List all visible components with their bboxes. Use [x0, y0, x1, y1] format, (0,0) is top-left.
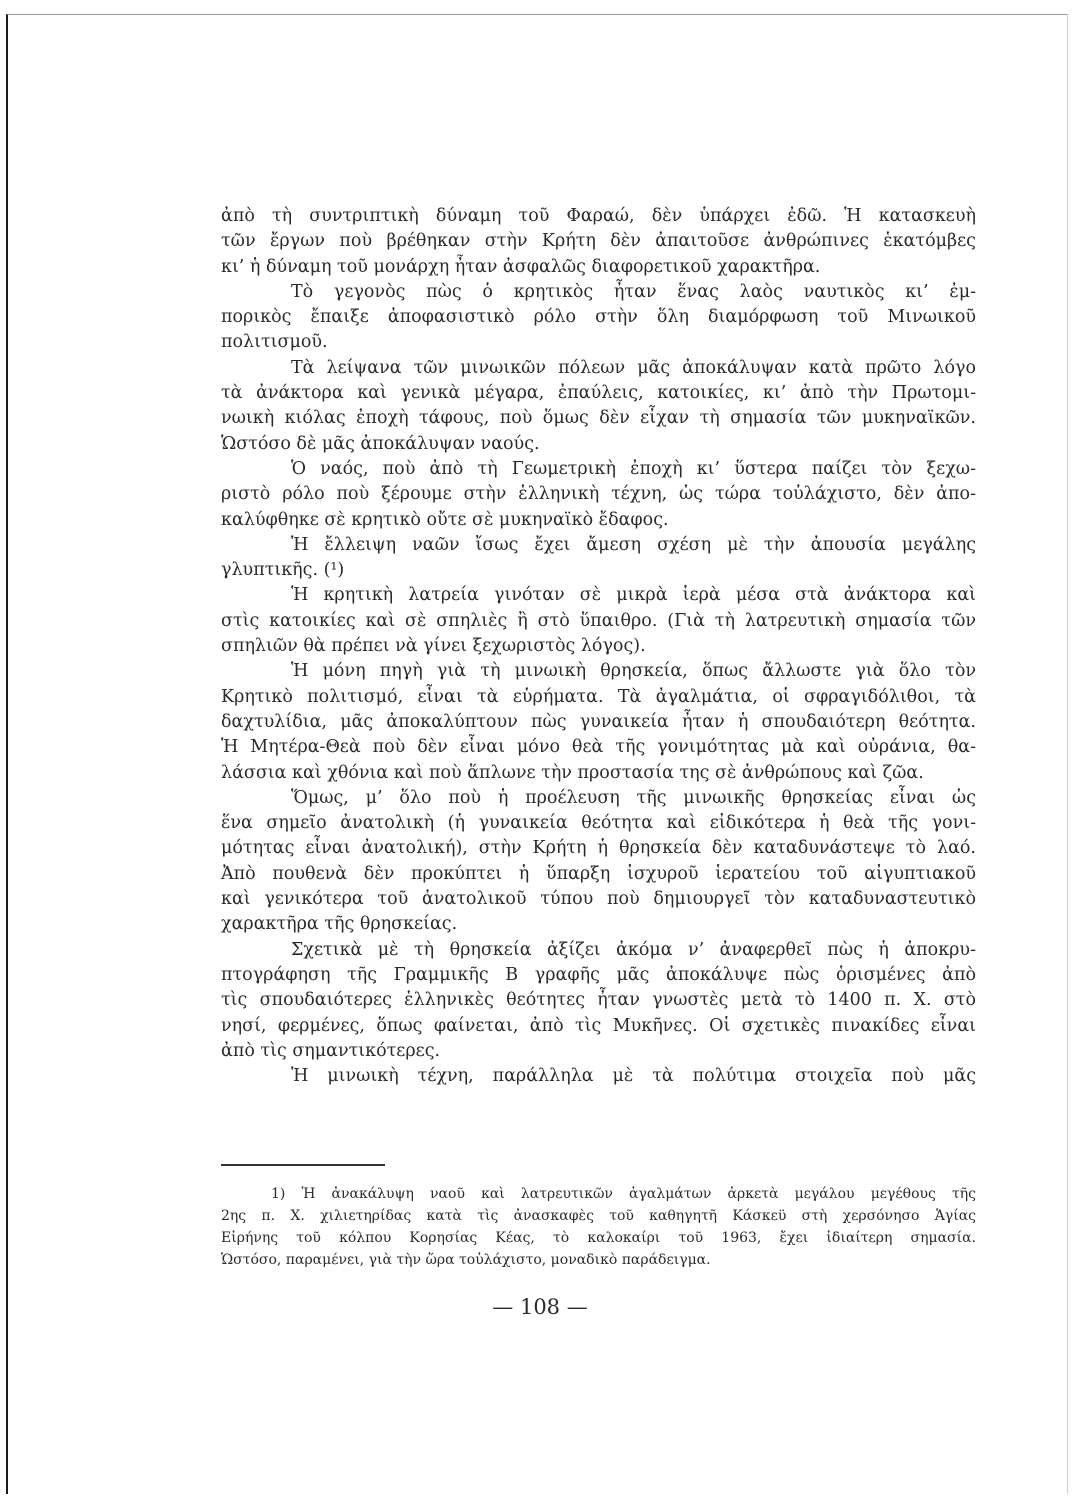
footnote-line: Εἰρήνης τοῦ κόλπου Κορησίας Κέας, τὸ καλοκαίρι τοῦ 1963, ἔχει ἰδιαίτερη σημασία. [221, 1230, 976, 1246]
text-line: νησί, φερμένες, ὅπως φαίνεται, ἀπὸ τὶς Μυκῆνες. Οἱ σχετικὲς πινακίδες εἶναι [221, 1015, 976, 1036]
text-line: ἕνα σημεῖο ἀνατολικὴ (ἡ γυναικεία θεότητα καὶ εἰδικότερα ἡ θεὰ τῆς γονι- [221, 813, 976, 834]
page-number: — 108 — [492, 1295, 588, 1319]
text-line: Ὡστόσο δὲ μᾶς ἀποκάλυψαν ναούς. [221, 433, 540, 454]
text-line: Ἡ Μητέρα-Θεὰ ποὺ δὲν εἶναι μόνο θεὰ τῆς γονιμότητας μὰ καὶ οὐράνια, θα- [221, 737, 976, 758]
footnote-line: 1) Ἡ ἀνακάλυψη ναοῦ καὶ λατρευτικῶν ἀγαλμάτων ἀρκετὰ μεγάλου μεγέθους τῆς [271, 1186, 976, 1202]
text-line: μότητας εἶναι ἀνατολική), στὴν Κρήτη ἡ θρησκεία δὲν καταδυνάστεψε τὸ λαό. [221, 838, 976, 859]
text-line: ριστὸ ρόλο ποὺ ξέρουμε στὴν ἑλληνικὴ τέχνη, ὡς τώρα τοὐλάχιστο, δὲν ἀπο- [221, 484, 976, 505]
text-line: Ἀπὸ πουθενὰ δὲν προκύπτει ἡ ὕπαρξη ἰσχυροῦ ἱερατείου τοῦ αἰγυπτιακοῦ [221, 863, 976, 884]
footnote [221, 1183, 976, 1271]
text-line: σπηλιῶν θὰ πρέπει νὰ γίνει ξεχωριστὸς λόγος). [221, 636, 646, 657]
text-line: ἀπὸ τὶς σημαντικότερες. [221, 1040, 441, 1061]
text-line: στὶς κατοικίες καὶ σὲ σπηλιὲς ἢ στὸ ὕπαιθρο. (Γιὰ τὴ λατρευτικὴ σημασία τῶν [221, 610, 976, 631]
text-line: Ἡ μινωικὴ τέχνη, παράλληλα μὲ τὰ πολύτιμα στοιχεῖα ποὺ μᾶς [291, 1066, 976, 1087]
text-line: κι’ ἡ δύναμη τοῦ μονάρχη ἦταν ἀσφαλῶς διαφορετικοῦ χαρακτῆρα. [221, 256, 821, 277]
text-line: γλυπτικῆς. (¹) [221, 560, 345, 581]
text-line: τὶς σπουδαιότερες ἑλληνικὲς θεότητες ἦταν γνωστὲς μετὰ τὸ 1400 π. Χ. στὸ [221, 990, 976, 1011]
footnote-line: 2ης π. Χ. χιλιετηρίδας κατὰ τὶς ἀνασκαφὲς τοῦ καθηγητῆ Κάσκεϋ στὴ χερσόνησο Ἁγίας [221, 1208, 976, 1224]
text-line: Ἡ μόνη πηγὴ γιὰ τὴ μινωικὴ θρησκεία, ὅπως ἄλλωστε γιὰ ὅλο τὸν [291, 661, 976, 682]
text-line: Τὰ λείψανα τῶν μινωικῶν πόλεων μᾶς ἀποκάλυψαν κατὰ πρῶτο λόγο [291, 357, 976, 378]
text-line: Σχετικὰ μὲ τὴ θρησκεία ἀξίζει ἀκόμα ν’ ἀναφερθεῖ πὼς ἡ ἀποκρυ- [291, 939, 976, 960]
text-line: δαχτυλίδια, μᾶς ἀποκαλύπτουν πὼς γυναικεία ἦταν ἡ σπουδαιότερη θεότητα. [221, 711, 976, 732]
text-line: Κρητικὸ πολιτισμό, εἶναι τὰ εὑρήματα. Τὰ ἀγαλμάτια, οἱ σφραγιδόλιθοι, τὰ [221, 686, 976, 707]
text-line: ἀπὸ τὴ συντριπτικὴ δύναμη τοῦ Φαραώ, δὲν ὑπάρχει ἐδῶ. Ἡ κατασκευὴ [221, 206, 976, 226]
text-line: λάσσια καὶ χθόνια καὶ ποὺ ἅπλωνε τὴν προστασία της σὲ ἀνθρώπους καὶ ζῶα. [221, 762, 924, 783]
text-line: πτογράφηση τῆς Γραμμικῆς Β γραφῆς μᾶς ἀποκάλυψε πὼς ὁρισμένες ἀπὸ [221, 964, 976, 985]
footnote-line: Ὡστόσο, παραμένει, γιὰ τὴν ὥρα τοὐλάχιστο, μοναδικὸ παράδειγμα. [221, 1252, 711, 1268]
text-line: τὰ ἀνάκτορα καὶ γενικὰ μέγαρα, ἐπαύλεις, κατοικίες, κι’ ἀπὸ τὴν Πρωτομι- [221, 383, 976, 404]
text-line: καὶ γενικότερα τοῦ ἀνατολικοῦ τύπου ποὺ δημιουργεῖ τὸν καταδυναστευτικὸ [221, 889, 976, 910]
text-line: καλύφθηκε σὲ κρητικὸ οὔτε σὲ μυκηναϊκὸ ἔδαφος. [221, 509, 669, 530]
text-line: Ὁ ναός, ποὺ ἀπὸ τὴ Γεωμετρικὴ ἐποχὴ κι’ ὕστερα παίζει τὸν ξεχω- [291, 458, 976, 479]
text-line: πολιτισμοῦ. [221, 332, 328, 353]
text-line: νωικὴ κιόλας ἐποχὴ τάφους, ποὺ ὅμως δὲν εἶχαν τὴ σημασία τῶν μυκηναϊκῶν. [221, 408, 976, 429]
text-line: Ἡ κρητικὴ λατρεία γινόταν σὲ μικρὰ ἱερὰ μέσα στὰ ἀνάκτορα καὶ [291, 585, 976, 606]
body-text [221, 204, 976, 1089]
text-line: πορικὸς ἔπαιξε ἀποφασιστικὸ ρόλο στὴν ὅλη διαμόρφωση τοῦ Μινωικοῦ [221, 307, 976, 328]
text-line: Ὅμως, μ’ ὅλο ποὺ ἡ προέλευση τῆς μινωικῆς θρησκείας εἶναι ὡς [291, 787, 976, 808]
text-line: Ἡ ἔλλειψη ναῶν ἴσως ἔχει ἄμεση σχέση μὲ τὴν ἀπουσία μεγάλης [291, 534, 976, 555]
text-line: χαρακτῆρα τῆς θρησκείας. [221, 914, 458, 935]
text-line: τῶν ἔργων ποὺ βρέθηκαν στὴν Κρήτη δὲν ἀπαιτοῦσε ἀνθρώπινες ἑκατόμβες [221, 231, 976, 252]
text-line: Τὸ γεγονὸς πὼς ὁ κρητικὸς ἦταν ἕνας λαὸς ναυτικὸς κι’ ἐμ- [291, 281, 976, 302]
footnote-rule [221, 1164, 385, 1166]
